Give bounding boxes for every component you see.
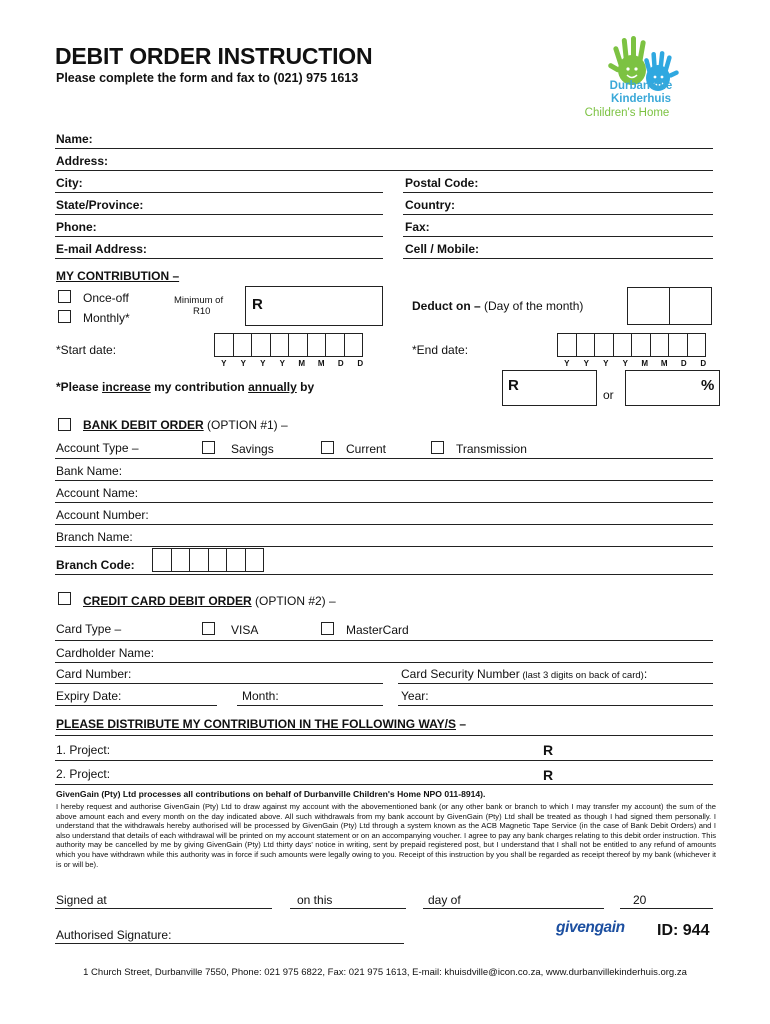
project-2-currency: R: [543, 767, 554, 783]
signed-at-label: Signed at: [56, 893, 107, 907]
project-1-field[interactable]: [55, 760, 713, 761]
deduct-on-label: [412, 299, 583, 313]
account-type-divider: [55, 458, 713, 459]
distribute-divider: [55, 735, 713, 736]
start-date-label: *Start date:: [56, 343, 117, 357]
phone-label: Phone:: [56, 220, 97, 234]
city-label: City:: [56, 176, 83, 190]
bank-heading-text: BANK DEBIT ORDER: [83, 418, 204, 432]
increase-currency-symbol: R: [508, 377, 519, 394]
start-date-letter: Y: [240, 359, 246, 368]
end-date-letter: M: [660, 359, 668, 368]
end-date-letter: Y: [622, 359, 628, 368]
deduct-on-label-rest: (Day of the month): [480, 299, 584, 313]
branch-code-divider: [55, 574, 713, 575]
end-date-letter: Y: [603, 359, 609, 368]
bank-debit-heading: [83, 418, 288, 432]
account-number-label: Account Number:: [56, 508, 149, 522]
mastercard-checkbox[interactable]: [321, 622, 334, 635]
authorised-signature-field[interactable]: [55, 943, 404, 944]
start-date-letter: Y: [221, 359, 227, 368]
savings-label: Savings: [231, 442, 274, 456]
transmission-label: Transmission: [456, 442, 527, 456]
account-type-label: Account Type –: [56, 441, 139, 455]
card-security-colon: :: [643, 667, 648, 681]
year-prefix-label: 20: [633, 893, 647, 907]
postal-code-field[interactable]: [403, 192, 713, 193]
givengain-logo-gain: gain: [594, 919, 625, 936]
branch-name-field[interactable]: [55, 546, 713, 547]
increase-text-5: by: [296, 380, 315, 394]
logo-line-2: Kinderhuis: [610, 93, 672, 105]
fax-field[interactable]: [403, 236, 713, 237]
authorisation-terms: I hereby request and authorise GivenGain (Pty) Ltd to draw against my account with the abovementioned bank (or any other bank or branch to which I may transfer my account) the sum of the above amount each and every month on the day indicated above. All such withdrawals from my bank account by GivenGain (Pty) Ltd shall be treated as though I had signed them personally. I understand that the withdrawals hereby authorised will be processed by GivenGain (Pty) Ltd through a system known as the ACB Magnetic Tape Service (in the case of Bank Debit Orders) and I also understand that details of each withdrawal will be printed on my account statement or on an accompanying voucher. I agree to pay any bank charges relating to this debit order instruction. This authority may be cancelled by me by giving GivenGain (Pty) Ltd thirty days' notice in writing, sent by prepaid registered post, but I understand that I shall not be entitled to any refund of amounts which you have withdrawn while this authority was in force if such amounts were legally owing to you. Receipt of this instruction by you shall be regarded as receipt thereof by my bank (whichever it is or will be).: [56, 802, 716, 869]
amount-currency-symbol: R: [252, 296, 263, 313]
start-date-letter: Y: [279, 359, 285, 368]
start-date-letter: M: [317, 359, 325, 368]
end-date-letter: M: [641, 359, 649, 368]
card-option-text: (OPTION #2) –: [251, 594, 336, 608]
expiry-date-label: Expiry Date:: [56, 689, 122, 703]
bank-name-label: Bank Name:: [56, 464, 123, 478]
end-date-boxes[interactable]: [558, 333, 706, 357]
card-type-label: Card Type –: [56, 622, 122, 636]
minimum-note-line-1: Minimum of: [174, 295, 224, 306]
start-date-letter: Y: [260, 359, 266, 368]
day-of-label: day of: [428, 893, 461, 907]
state-field[interactable]: [55, 214, 383, 215]
distribute-heading-dash: –: [456, 717, 467, 731]
card-security-note: (last 3 digits on back of card): [519, 670, 644, 681]
signed-at-field[interactable]: [55, 908, 272, 909]
authorised-signature-label: Authorised Signature:: [56, 928, 172, 942]
start-date-boxes[interactable]: [215, 333, 363, 357]
distribute-heading: [56, 717, 466, 731]
monthly-checkbox[interactable]: [58, 310, 71, 323]
current-label: Current: [346, 442, 387, 456]
expiry-month-label: Month:: [242, 689, 279, 703]
day-of-field[interactable]: [423, 908, 604, 909]
project-2-label: 2. Project:: [56, 767, 111, 781]
expiry-date-field[interactable]: [55, 705, 217, 706]
transmission-checkbox[interactable]: [431, 441, 444, 454]
branch-code-label: Branch Code:: [56, 558, 135, 572]
account-name-field[interactable]: [55, 502, 713, 503]
credit-card-heading: [83, 594, 336, 608]
footer-contact: 1 Church Street, Durbanville 7550, Phone: 021 975 6822, Fax: 021 975 1613, E-mail: khuisdville@icon.co.za, www.durbanvillekinderhuis.org.za: [83, 967, 687, 978]
current-checkbox[interactable]: [321, 441, 334, 454]
name-field[interactable]: [55, 148, 713, 149]
end-date-label: *End date:: [412, 343, 469, 357]
once-off-checkbox[interactable]: [58, 290, 71, 303]
percent-symbol: %: [701, 377, 715, 394]
form-id: ID: 944: [657, 922, 710, 939]
state-label: State/Province:: [56, 198, 144, 212]
account-name-label: Account Name:: [56, 486, 139, 500]
deduct-day-boxes[interactable]: [628, 287, 712, 325]
postal-code-label: Postal Code:: [405, 176, 479, 190]
project-1-label: 1. Project:: [56, 743, 111, 757]
logo-line-3: Children's Home: [584, 107, 670, 119]
visa-label: VISA: [231, 623, 259, 637]
name-label: Name:: [56, 132, 93, 146]
card-security-text: Card Security Number: [401, 667, 520, 681]
card-number-field[interactable]: [55, 683, 383, 684]
bank-name-field[interactable]: [55, 480, 713, 481]
fax-label: Fax:: [405, 220, 430, 234]
deduct-on-label-bold: Deduct on –: [412, 299, 481, 313]
card-type-divider: [55, 640, 713, 641]
logo-line-1: Durbanville: [609, 80, 673, 92]
givengain-logo: [556, 919, 625, 937]
account-number-field[interactable]: [55, 524, 713, 525]
card-heading-text: CREDIT CARD DEBIT ORDER: [83, 594, 252, 608]
card-security-field[interactable]: [398, 683, 713, 684]
givengain-notice: GivenGain (Pty) Ltd processes all contributions on behalf of Durbanville Children's Home NPO 011-8914).: [56, 789, 486, 799]
annual-increase-label: [56, 380, 314, 394]
on-this-label: on this: [297, 893, 333, 907]
end-date-letter: D: [680, 359, 687, 368]
email-field[interactable]: [55, 258, 383, 259]
start-date-letter: D: [337, 359, 344, 368]
contribution-heading: MY CONTRIBUTION –: [56, 269, 180, 283]
cell-label: Cell / Mobile:: [405, 242, 480, 256]
card-security-label: [401, 667, 647, 681]
minimum-note-line-2: R10: [193, 306, 211, 317]
branch-name-label: Branch Name:: [56, 530, 133, 544]
increase-text-2: increase: [102, 380, 151, 394]
email-label: E-mail Address:: [56, 242, 147, 256]
page-subtitle: Please complete the form and fax to (021) 975 1613: [56, 71, 359, 85]
savings-checkbox[interactable]: [202, 441, 215, 454]
end-date-format: [557, 359, 713, 368]
organisation-logo: [552, 32, 702, 124]
branch-code-boxes[interactable]: [153, 548, 264, 572]
cardholder-name-label: Cardholder Name:: [56, 646, 155, 660]
expiry-year-label: Year:: [401, 689, 429, 703]
or-label: or: [603, 388, 614, 402]
cardholder-name-field[interactable]: [55, 662, 713, 663]
start-date-format: [214, 359, 370, 368]
end-date-letter: Y: [583, 359, 589, 368]
start-date-letter: M: [298, 359, 306, 368]
distribute-heading-text: PLEASE DISTRIBUTE MY CONTRIBUTION IN THE FOLLOWING WAY/S: [56, 717, 457, 731]
bank-option-text: (OPTION #1) –: [203, 418, 288, 432]
monthly-label: Monthly*: [83, 311, 130, 325]
increase-text-4: annually: [248, 380, 297, 394]
mastercard-label: MasterCard: [346, 623, 409, 637]
card-number-label: Card Number:: [56, 667, 132, 681]
amount-input[interactable]: [245, 286, 383, 326]
year-field[interactable]: [620, 908, 713, 909]
start-date-letter: D: [357, 359, 364, 368]
end-date-letter: Y: [564, 359, 570, 368]
once-off-label: Once-off: [83, 291, 129, 305]
city-field[interactable]: [55, 192, 383, 193]
project-1-currency: R: [543, 742, 554, 758]
end-date-letter: D: [700, 359, 707, 368]
expiry-month-field[interactable]: [237, 705, 383, 706]
expiry-year-field[interactable]: [398, 705, 713, 706]
givengain-logo-given: given: [556, 919, 595, 936]
increase-text-1: *Please: [56, 380, 103, 394]
visa-checkbox[interactable]: [202, 622, 215, 635]
country-label: Country:: [405, 198, 455, 212]
credit-card-debit-order-checkbox[interactable]: [58, 592, 71, 605]
country-field[interactable]: [403, 214, 713, 215]
bank-debit-order-checkbox[interactable]: [58, 418, 71, 431]
cell-field[interactable]: [403, 258, 713, 259]
address-label: Address:: [56, 154, 109, 168]
increase-text-3: my contribution: [150, 380, 249, 394]
phone-field[interactable]: [55, 236, 383, 237]
on-this-field[interactable]: [290, 908, 406, 909]
page-title: DEBIT ORDER INSTRUCTION: [55, 43, 373, 69]
address-field[interactable]: [55, 170, 713, 171]
project-2-field[interactable]: [55, 784, 713, 785]
